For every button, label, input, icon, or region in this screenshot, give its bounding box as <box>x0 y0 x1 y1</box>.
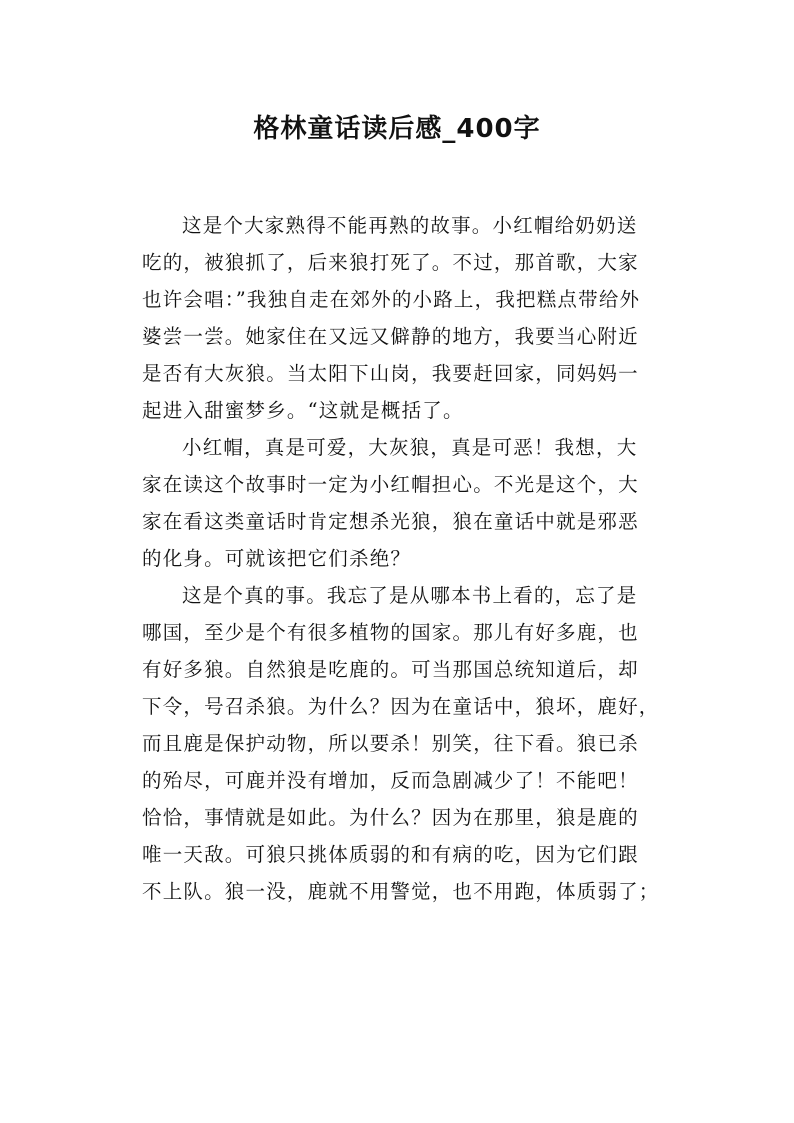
paragraph-1-line-1: 这是个大家熟得不能再熟的故事。小红帽给奶奶送 <box>182 214 638 237</box>
paragraph-3-line-1: 这是个真的事。我忘了是从哪本书上看的，忘了是 <box>182 584 638 607</box>
document-body <box>142 207 672 910</box>
paragraph-1-line-5: 是否有大灰狼。当太阳下山岗，我要赶回家，同妈妈一 <box>142 362 639 385</box>
paragraph-3-line-6: 的殆尽，可鹿并没有增加，反而急剧减少了！不能吧！ <box>142 769 639 792</box>
paragraph-3-line-9: 不上队。狼一没，鹿就不用警觉，也不用跑，体质弱了； <box>142 880 660 903</box>
paragraph-3-line-3: 有好多狼。自然狼是吃鹿的。可当那国总统知道后，却 <box>142 658 639 681</box>
paragraph-3-line-2: 哪国，至少是个有很多植物的国家。那儿有好多鹿，也 <box>142 621 639 644</box>
document-title: 格林童话读后感_400字 <box>253 114 541 144</box>
paragraph-3-line-5: 而且鹿是保护动物，所以要杀！别笑，往下看。狼已杀 <box>142 732 639 755</box>
paragraph-2-line-1: 小红帽，真是可爱，大灰狼，真是可恶！我想，大 <box>182 436 638 459</box>
paragraph-3-line-7: 恰恰，事情就是如此。为什么？因为在那里，狼是鹿的 <box>142 806 639 829</box>
paragraph-1-line-2: 吃的，被狼抓了，后来狼打死了。不过，那首歌，大家 <box>142 251 639 274</box>
paragraph-2-line-2: 家在读这个故事时一定为小红帽担心。不光是这个，大 <box>142 473 639 496</box>
paragraph-1-line-4: 婆尝一尝。她家住在又远又僻静的地方，我要当心附近 <box>142 325 639 348</box>
paragraph-2-line-4: 的化身。可就该把它们杀绝？ <box>142 547 412 570</box>
paragraph-1-line-3: 也许会唱：”我独自走在郊外的小路上，我把糕点带给外 <box>142 288 641 311</box>
paragraph-2-line-3: 家在看这类童话时肯定想杀光狼，狼在童话中就是邪恶 <box>142 510 639 533</box>
paragraph-3-line-8: 唯一天敌。可狼只挑体质弱的和有病的吃，因为它们跟 <box>142 843 639 866</box>
paragraph-1-line-6: 起进入甜蜜梦乡。“这就是概括了。 <box>142 399 464 422</box>
paragraph-3-line-4: 下令，号召杀狼。为什么？因为在童话中，狼坏，鹿好， <box>142 695 660 718</box>
